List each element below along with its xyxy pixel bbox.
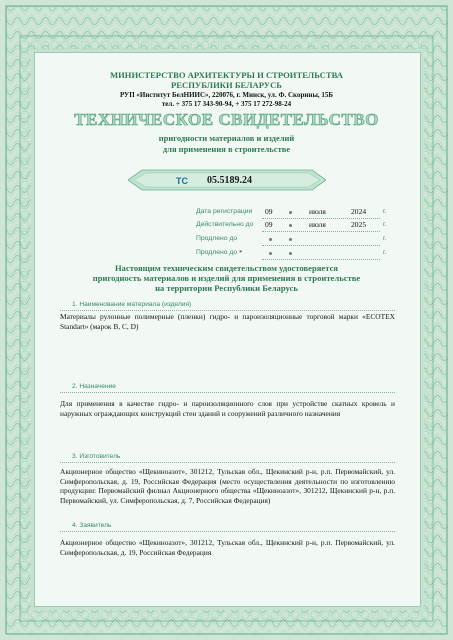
date-label: Продлено до <box>196 235 238 242</box>
section-rule <box>60 462 395 463</box>
asterisk-mark: * <box>239 249 243 257</box>
institute-phones: тел. + 375 17 343-90-94, + 375 17 272-98-24 <box>161 100 292 108</box>
date-suffix: г. <box>383 235 387 242</box>
date-month: июля <box>309 220 326 229</box>
ministry-line-1: МИНИСТЕРСТВО АРХИТЕКТУРЫ И СТРОИТЕЛЬСТВА <box>109 70 344 80</box>
subtitle-line-2: для применения в строительстве <box>162 144 291 154</box>
section-text: Акционерное общество «Щекиноазот», 301212, Тульская обл., Щекинский р-н, р.п. Первомайский, ул. Симферопольская, д. 19, Российская Федерация <box>60 538 395 557</box>
section-text: Материалы рулонные полимерные (пленки) гидро- и пароизоляционные торговой марки «ECOTEX Standart» (марок B, C, D) <box>60 312 395 331</box>
section-heading: 1. Наименование материала (изделия) <box>72 301 192 308</box>
date-day: 09 <box>265 220 273 229</box>
date-label: Продлено до <box>196 249 238 256</box>
statement-line: на территории Республики Беларусь <box>155 283 298 293</box>
date-suffix: г. <box>383 221 387 228</box>
date-underline <box>262 245 380 246</box>
date-dot <box>289 211 292 214</box>
date-day: 09 <box>265 207 273 216</box>
date-underline <box>262 231 380 232</box>
date-year: 2025 <box>351 220 367 229</box>
statement <box>40 263 413 293</box>
section-text: Для применения в качестве гидро- и пароизоляционного слоя при устройстве скатных кровель и наружных ограждающих конструкций стен зданий и сооружений различного назначения <box>60 399 395 418</box>
date-suffix: г. <box>383 249 387 256</box>
statement-line: Настоящим техническим свидетельством удостоверяется <box>114 263 339 273</box>
date-year: 2024 <box>351 207 367 216</box>
date-underline <box>262 259 380 260</box>
date-month: июля <box>309 207 326 216</box>
section-rule <box>60 531 395 532</box>
document-title: ТЕХНИЧЕСКОЕ СВИДЕТЕЛЬСТВО <box>74 110 379 129</box>
date-dot <box>269 252 272 255</box>
subtitle-line-1: пригодности материалов и изделий <box>158 133 295 143</box>
section-text: Акционерное общество «Щекиноазот», 301212, Тульская обл., Щекинский р-н, р.п. Первомайский, ул. Симферопольская, д. 19, Российская Федерация (место осуществления деятельности по изготовлению продукции: Первомайский филиал Акционерного общества «Щекиноазот», 301212, Щекинский р-н, р.п. Первомайский, ул. Симферопольская, д. 7, Российская Федерация) <box>60 467 395 505</box>
date-label: Дата регистрации <box>196 208 253 215</box>
statement-line: пригодность материалов и изделий для применения в строительстве <box>92 273 361 283</box>
certificate-number: 05.5189.24 <box>207 175 252 186</box>
date-dot <box>269 238 272 241</box>
section-heading: 3. Изготовитель <box>72 453 121 460</box>
date-dot <box>289 224 292 227</box>
section-rule <box>60 310 395 311</box>
section-rule <box>60 392 395 393</box>
section-heading: 2. Назначение <box>72 383 116 390</box>
date-dot <box>289 238 292 241</box>
section-heading: 4. Заявитель <box>72 522 112 529</box>
date-suffix: г. <box>383 208 387 215</box>
date-dot <box>289 252 292 255</box>
date-label: Действительно до <box>196 221 254 228</box>
ministry-line-2: РЕСПУБЛИКИ БЕЛАРУСЬ <box>171 80 282 90</box>
date-underline <box>262 218 380 219</box>
institute-address: РУП «Институт БелНИИС», 220076, г. Минск, ул. Ф. Скорины, 15Б <box>119 91 334 99</box>
certificate-prefix: ТС <box>176 176 188 186</box>
